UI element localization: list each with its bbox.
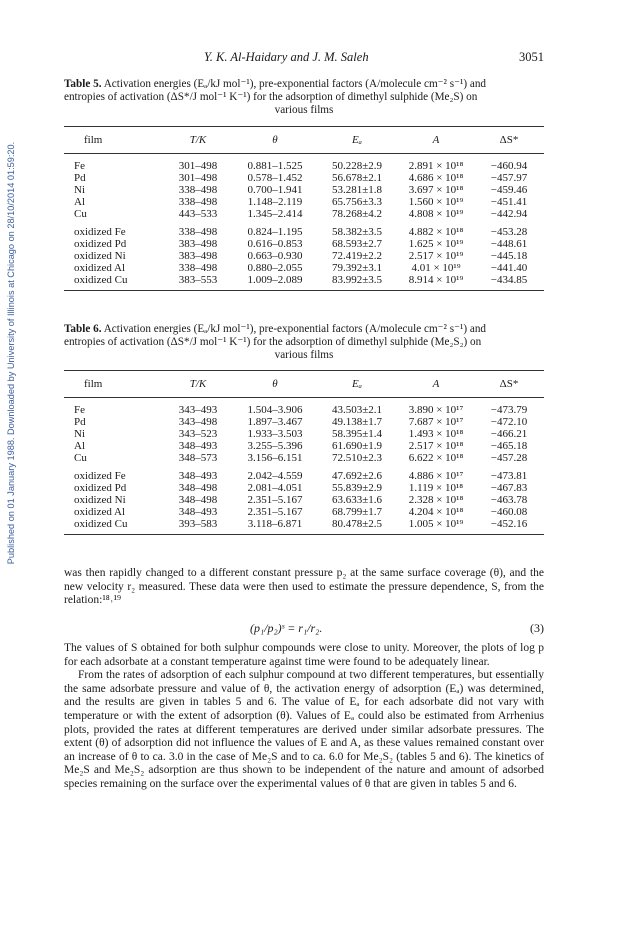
running-title: Y. K. Al-Haidary and J. M. Saleh <box>204 50 369 64</box>
table-cell: 61.690±1.9 <box>331 440 383 452</box>
table-cell: 65.756±3.3 <box>331 196 383 208</box>
table-cell: 338–498 <box>178 262 218 274</box>
table-cell: 1.345–2.414 <box>247 208 303 220</box>
table-cell: 343–523 <box>178 428 218 440</box>
table-cell: 0.578–1.452 <box>247 172 303 184</box>
table-cell: Ni <box>74 184 85 196</box>
table6-label: Table 6. <box>64 323 102 335</box>
table-cell: 338–498 <box>178 184 218 196</box>
table5 <box>64 126 544 291</box>
table-cell: −463.78 <box>490 494 528 506</box>
table-cell: 68.593±2.7 <box>331 238 383 250</box>
table-cell: 6.622 × 10¹⁸ <box>408 452 464 464</box>
table-cell: Al <box>74 196 85 208</box>
table6-header-row <box>64 371 544 398</box>
table-cell: Fe <box>74 404 85 416</box>
download-watermark-text: Published on 01 January 1988. Downloaded by University of Illinois at Chicago on 28/10/2014 01:59:20. <box>6 141 16 565</box>
table-cell: 1.005 × 10¹⁹ <box>398 518 474 535</box>
table-cell: 49.138±1.7 <box>331 416 383 428</box>
table-cell: Al <box>74 440 85 452</box>
table-row <box>64 220 544 238</box>
table-cell: 1.148–2.119 <box>247 196 303 208</box>
table5-caption-line1: Activation energies (Eₐ/kJ mol⁻¹), pre-exponential factors (A/molecule cm⁻² s⁻¹) and <box>103 78 487 90</box>
table6-caption-line2: entropies of activation (ΔS*/J mol⁻¹ K⁻¹) for the adsorption of dimethyl sulphide (Me₂S₂) on <box>64 336 482 348</box>
table-row <box>64 184 544 196</box>
table-cell: 348–493 <box>178 470 218 482</box>
table-cell: 383–498 <box>178 238 218 250</box>
table-cell: 348–573 <box>178 452 218 464</box>
table-cell: 2.042–4.559 <box>247 470 303 482</box>
table-cell: 348–498 <box>178 494 218 506</box>
table-cell: 3.697 × 10¹⁸ <box>408 184 464 196</box>
table-row <box>64 154 544 173</box>
table-cell: 1.560 × 10¹⁹ <box>408 196 464 208</box>
table-cell: 56.678±2.1 <box>331 172 383 184</box>
table5-header-row <box>64 127 544 154</box>
equation-3 <box>64 621 544 637</box>
table-cell: 72.419±2.2 <box>331 250 383 262</box>
table-cell: 4.808 × 10¹⁹ <box>408 208 464 220</box>
table-cell: −453.28 <box>490 226 528 238</box>
table-cell: −473.79 <box>490 404 528 416</box>
table-cell: −448.61 <box>490 238 528 250</box>
table-cell: 3.255–5.396 <box>247 440 303 452</box>
table-row <box>64 452 544 464</box>
table-cell: 0.881–1.525 <box>247 160 303 172</box>
paragraph-pressure-dependence <box>64 567 544 608</box>
table-cell: 1.504–3.906 <box>247 404 303 416</box>
table-cell: −434.85 <box>474 274 544 291</box>
table-cell: 47.692±2.6 <box>331 470 383 482</box>
table-cell: −442.94 <box>490 208 528 220</box>
table-cell: −451.41 <box>490 196 528 208</box>
table-cell: 2.351–5.167 <box>247 506 303 518</box>
table-cell: 383–498 <box>178 250 218 262</box>
table-row <box>64 440 544 452</box>
table-cell: oxidized Cu <box>64 518 162 535</box>
table-cell: 3.156–6.151 <box>247 452 303 464</box>
table-cell: 0.880–2.055 <box>247 262 303 274</box>
table-cell: −460.08 <box>490 506 528 518</box>
table-cell: 8.914 × 10¹⁹ <box>398 274 474 291</box>
table-cell: −452.16 <box>474 518 544 535</box>
table-cell: 1.493 × 10¹⁸ <box>408 428 464 440</box>
table-cell: 68.799±1.7 <box>331 506 383 518</box>
table-cell: 50.228±2.9 <box>331 160 383 172</box>
table5-caption-line2: entropies of activation (ΔS*/J mol⁻¹ K⁻¹) for the adsorption of dimethyl sulphide (Me₂S) on <box>64 91 478 103</box>
table-cell: 2.328 × 10¹⁸ <box>408 494 464 506</box>
table-cell: 80.478±2.5 <box>316 518 398 535</box>
table-cell: 58.382±3.5 <box>331 226 383 238</box>
table6-column-header: ΔS* <box>474 371 544 398</box>
table-cell: 1.933–3.503 <box>247 428 303 440</box>
table-cell: Ni <box>74 428 85 440</box>
running-header <box>64 50 544 66</box>
table5-caption-line3: various films <box>274 104 334 116</box>
table-cell: 4.882 × 10¹⁸ <box>408 226 464 238</box>
table-cell: Pd <box>74 416 86 428</box>
table-cell: 55.839±2.9 <box>331 482 383 494</box>
equation-expression: (p₁/p₂)ˢ = r₁/r₂. <box>250 621 323 635</box>
table-cell: 2.081–4.051 <box>247 482 303 494</box>
table6-column-header: Eₐ <box>316 371 398 398</box>
table-row <box>64 172 544 184</box>
table-row <box>64 506 544 518</box>
table-cell: 348–493 <box>178 506 218 518</box>
table-cell: oxidized Fe <box>74 470 126 482</box>
table-row <box>64 494 544 506</box>
table6-column-header: A <box>398 371 474 398</box>
table-cell: −467.83 <box>490 482 528 494</box>
table-cell: oxidized Pd <box>74 238 127 250</box>
table-cell: 2.517 × 10¹⁸ <box>408 440 464 452</box>
table-cell: 0.663–0.930 <box>247 250 303 262</box>
table-cell: 3.890 × 10¹⁷ <box>408 404 464 416</box>
table-cell: 63.633±1.6 <box>331 494 383 506</box>
body-paragraph-2: The values of S obtained for both sulphur compounds were close to unity. Moreover, the plots of log p for each adsorbate at a constant temperature against time were found to be adequately linear. <box>64 642 544 668</box>
table-cell: 79.392±3.1 <box>331 262 383 274</box>
table-cell: 1.625 × 10¹⁹ <box>408 238 464 250</box>
body-paragraph-1: was then rapidly changed to a different constant pressure p₂ at the same surface coverage (θ), and the new velocity r₂ measured. These data were then used to estimate the pressure dependence, S, from the relation:¹⁸˒¹⁹ <box>64 567 544 607</box>
table-row <box>64 428 544 440</box>
page-number: 3051 <box>519 50 544 64</box>
table-cell: 338–498 <box>178 196 218 208</box>
table6-caption-line3: various films <box>274 349 334 361</box>
table-cell: −441.40 <box>490 262 528 274</box>
table-cell: 338–498 <box>178 226 218 238</box>
table-cell: 53.281±1.8 <box>331 184 383 196</box>
table-cell: oxidized Ni <box>74 494 126 506</box>
table-cell: oxidized Al <box>74 262 126 274</box>
table5-column-header: T/K <box>162 127 234 154</box>
table-row <box>64 196 544 208</box>
table-cell: Pd <box>74 172 86 184</box>
table5-column-header: A <box>398 127 474 154</box>
table6-caption-line1: Activation energies (Eₐ/kJ mol⁻¹), pre-exponential factors (A/molecule cm⁻² s⁻¹) and <box>103 323 487 335</box>
table-cell: oxidized Fe <box>74 226 126 238</box>
table-cell: 78.268±4.2 <box>331 208 383 220</box>
table-cell: 343–498 <box>178 416 218 428</box>
table5-column-header: film <box>64 127 162 154</box>
table-cell: 1.897–3.467 <box>247 416 303 428</box>
table-cell: 4.886 × 10¹⁷ <box>408 470 464 482</box>
table6-column-header: T/K <box>162 371 234 398</box>
table-cell: 4.01 × 10¹⁹ <box>411 262 461 274</box>
table5-column-header: Eₐ <box>316 127 398 154</box>
table-cell: −465.18 <box>490 440 528 452</box>
table-cell: 7.687 × 10¹⁷ <box>408 416 464 428</box>
table-cell: 72.510±2.3 <box>331 452 383 464</box>
table-cell: oxidized Pd <box>74 482 127 494</box>
table-cell: 58.395±1.4 <box>331 428 383 440</box>
table-cell: −445.18 <box>490 250 528 262</box>
table-cell: oxidized Al <box>74 506 126 518</box>
table-cell: 343–493 <box>178 404 218 416</box>
table-cell: 1.009–2.089 <box>234 274 316 291</box>
table-cell: Cu <box>74 208 87 220</box>
table-row <box>64 518 544 535</box>
table-cell: 0.616–0.853 <box>247 238 303 250</box>
table-cell: −466.21 <box>490 428 528 440</box>
equation-number: (3) <box>530 621 544 635</box>
table-row <box>64 274 544 291</box>
table-cell: Cu <box>74 452 87 464</box>
table-cell: 348–498 <box>178 482 218 494</box>
download-watermark <box>4 118 18 588</box>
table-cell: 301–498 <box>178 160 218 172</box>
table-row <box>64 238 544 250</box>
table6 <box>64 370 544 535</box>
table-cell: 4.686 × 10¹⁸ <box>408 172 464 184</box>
table-cell: 2.351–5.167 <box>247 494 303 506</box>
table-cell: 0.824–1.195 <box>247 226 303 238</box>
table5-label: Table 5. <box>64 78 102 90</box>
table6-column-header: θ <box>234 371 316 398</box>
table-cell: 393–583 <box>162 518 234 535</box>
table5-column-header: θ <box>234 127 316 154</box>
table-cell: −457.28 <box>490 452 528 464</box>
table-cell: 443–533 <box>178 208 218 220</box>
table6-column-header: film <box>64 371 162 398</box>
table-cell: 4.204 × 10¹⁸ <box>408 506 464 518</box>
table-row <box>64 416 544 428</box>
table-cell: 3.118–6.871 <box>234 518 316 535</box>
table-cell: 348–493 <box>178 440 218 452</box>
table-cell: 83.992±3.5 <box>316 274 398 291</box>
table-cell: 383–553 <box>162 274 234 291</box>
table-cell: oxidized Cu <box>64 274 162 291</box>
table5-column-header: ΔS* <box>474 127 544 154</box>
table-cell: Fe <box>74 160 85 172</box>
table-cell: 43.503±2.1 <box>331 404 383 416</box>
table-cell: −473.81 <box>490 470 528 482</box>
table-row <box>64 250 544 262</box>
table-row <box>64 208 544 220</box>
table-cell: −472.10 <box>490 416 528 428</box>
table-cell: 2.891 × 10¹⁸ <box>408 160 464 172</box>
table-cell: 1.119 × 10¹⁸ <box>408 482 464 494</box>
table-row <box>64 482 544 494</box>
table-row <box>64 464 544 482</box>
body-text <box>64 642 544 792</box>
table-cell: −457.97 <box>490 172 528 184</box>
table-row <box>64 398 544 417</box>
table-cell: 2.517 × 10¹⁹ <box>408 250 464 262</box>
table-cell: −459.46 <box>490 184 528 196</box>
table-cell: 0.700–1.941 <box>247 184 303 196</box>
body-paragraph-3: From the rates of adsorption of each sulphur compound at two different temperatures, but essentially the same adsorbate pressure and value of θ, the activation energy of adsorption (Eₐ) was determined, and the results are given in tables 5 and 6. The value of Eₐ for each adsorbate did not vary with temperature or with the extent of adsorption (θ). Values of Eₐ could also be estimated from Arrhenius plots, provided the rates at different temperatures are derived under similar adsorbate pressures. The extent (θ) of adsorption did not influence the values of E and A, as these values remained constant over an increase of θ to ca. 3.0 in the case of Me₂S and to ca. 6.0 for Me₂S₂ (tables 5 and 6). The kinetics of Me₂S and Me₂S₂ adsorption are thus shown to be independent of the nature and amount of adsorbed species remaining on the surface over the experimental values of θ that are given in tables 5 and 6. <box>64 669 544 790</box>
table-cell: oxidized Ni <box>74 250 126 262</box>
table-cell: 301–498 <box>178 172 218 184</box>
table-row <box>64 262 544 274</box>
table5-caption <box>64 78 544 117</box>
table6-caption <box>64 323 544 362</box>
table-cell: −460.94 <box>490 160 528 172</box>
